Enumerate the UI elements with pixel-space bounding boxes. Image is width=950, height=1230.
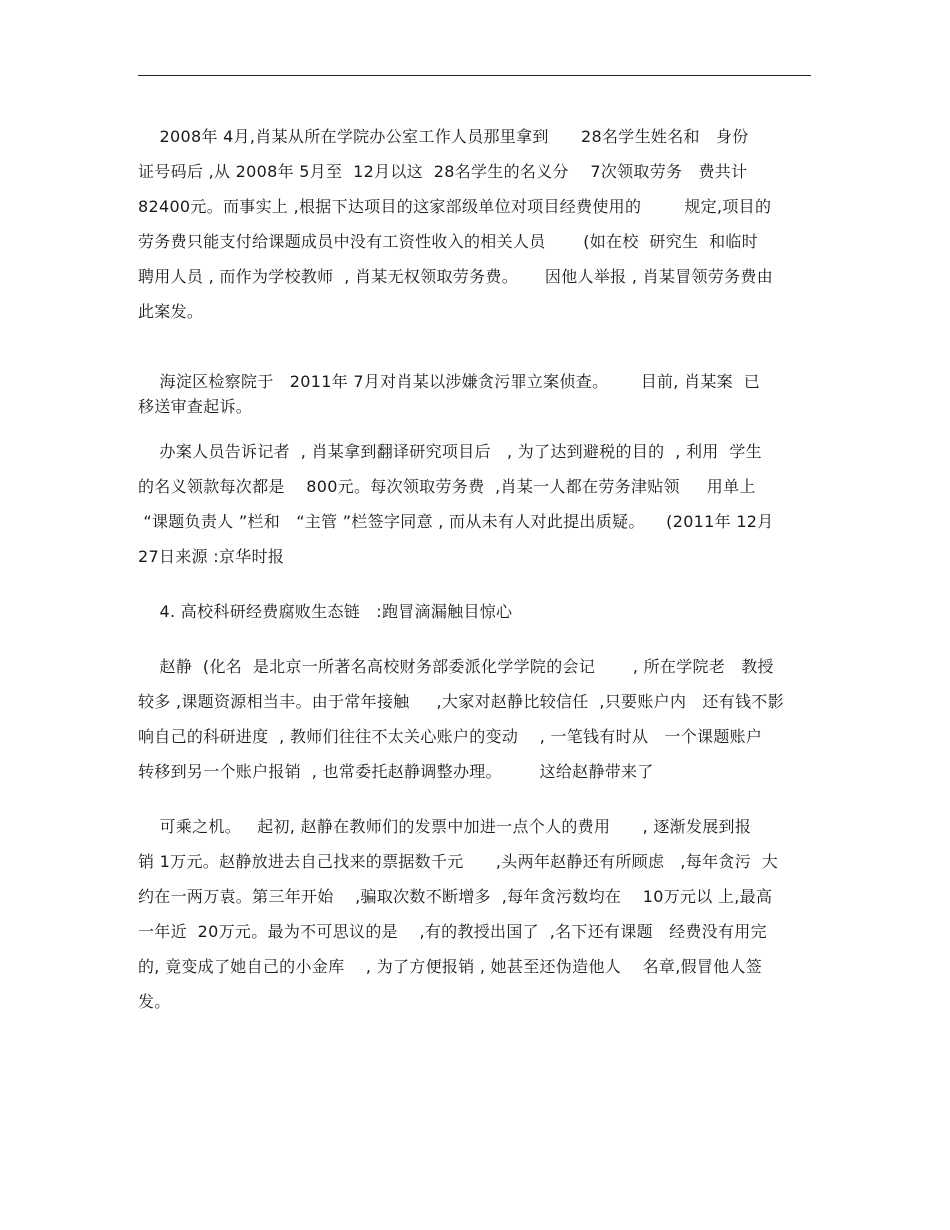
text-line: 4. 高校科研经费腐败生态链 :跑冒滴漏触目惊心 bbox=[138, 602, 513, 621]
text-line: 一年近 20万元。最为不可思议的是 ,有的教授出国了 ,名下还有课题 经费没有用完 bbox=[138, 922, 767, 941]
text-line: 的, 竟变成了她自己的小金库 , 为了方便报销 , 她甚至还伪造他人 名章,假冒他人签 bbox=[138, 957, 763, 976]
text-line: 约在一两万袁。第三年开始 ,骗取次数不断增多 ,每年贪污数均在 10万元以 上,最高 bbox=[138, 887, 773, 906]
text-line: 移送审查起诉。 bbox=[138, 397, 253, 416]
text-line: 劳务费只能支付给课题成员中没有工资性收入的相关人员 (如在校 研究生 和临时 bbox=[138, 232, 758, 251]
text-line: 82400元。而事实上 ,根据下达项目的这家部级单位对项目经费使用的 规定,项目的 bbox=[138, 197, 772, 216]
text-line: 的名义领款每次都是 800元。每次领取劳务费 ,肖某一人都在劳务津贴领 用单上 bbox=[138, 477, 756, 496]
text-line: 响自己的科研进度 , 教师们往往不太关心账户的变动 , 一笔钱有时从 一个课题账户 bbox=[138, 727, 763, 746]
text-line: 办案人员告诉记者 , 肖某拿到翻译研究项目后 , 为了达到避税的目的 , 利用 学生 bbox=[138, 442, 762, 461]
text-line: 聘用人员 , 而作为学校教师 , 肖某无权领取劳务费。 因他人举报 , 肖某冒领劳务费由 bbox=[138, 267, 773, 286]
text-line: 海淀区检察院于 2011年 7月对肖某以涉嫌贪污罪立案侦查。 目前, 肖某案 已 bbox=[138, 372, 761, 391]
text-line: 2008年 4月,肖某从所在学院办公室工作人员那里拿到 28名学生姓名和 身份 bbox=[138, 127, 749, 146]
text-line: 赵静 (化名 是北京一所著名高校财务部委派化学学院的会记 , 所在学院老 教授 bbox=[138, 657, 774, 676]
text-line: 证号码后 ,从 2008年 5月至 12月以这 28名学生的名义分 7次领取劳务 费共计 bbox=[138, 162, 748, 181]
text-line: 可乘之机。 起初, 赵静在教师们的发票中加进一点个人的费用 , 逐渐发展到报 bbox=[138, 817, 752, 836]
text-line: “课题负责人 ”栏和 “主管 ”栏签字同意 , 而从未有人对此提出质疑。 (2011年 12月 bbox=[138, 512, 774, 531]
text-line: 此案发。 bbox=[138, 302, 204, 321]
text-line: 发。 bbox=[138, 992, 171, 1011]
text-line: 转移到另一个账户报销 , 也常委托赵静调整办理。 这给赵静带来了 bbox=[138, 762, 654, 781]
text-line: 销 1万元。赵静放进去自己找来的票据数千元 ,头两年赵静还有所顾虑 ,每年贪污 大 bbox=[138, 852, 779, 871]
header-rule bbox=[138, 75, 811, 76]
text-line: 较多 ,课题资源相当丰。由于常年接触 ,大家对赵静比较信任 ,只要账户内 还有钱不影 bbox=[138, 692, 784, 711]
text-line: 27日来源 :京华时报 bbox=[138, 547, 285, 566]
